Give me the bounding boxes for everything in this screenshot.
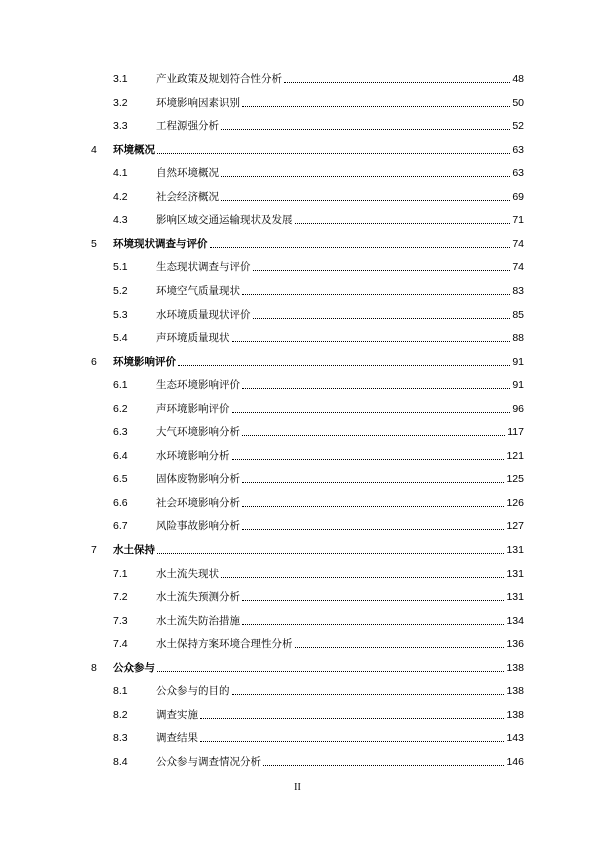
toc-section-entry[interactable] (0, 682, 595, 698)
toc-entry-number: 6 (91, 355, 97, 368)
toc-entry-title: 水环境质量现状评价 (156, 308, 251, 321)
toc-entry-page: 134 (506, 614, 524, 627)
toc-section-entry[interactable] (0, 94, 595, 110)
toc-entry-title: 调查结果 (156, 732, 198, 745)
toc-entry-number: 5.2 (113, 284, 128, 297)
toc-entry-title: 水土保持 (113, 544, 155, 556)
toc-section-entry[interactable] (0, 282, 595, 298)
toc-section-entry[interactable] (0, 329, 595, 345)
toc-entry-page: 127 (506, 520, 524, 533)
toc-chapter-entry[interactable] (0, 659, 595, 675)
toc-entry-title: 声环境影响评价 (156, 402, 230, 415)
toc-entry-line (156, 449, 524, 463)
toc-section-entry[interactable] (0, 258, 595, 274)
toc-entry-line (156, 755, 524, 769)
toc-entry-line (156, 331, 524, 345)
toc-dot-leader (253, 270, 511, 271)
toc-entry-line (156, 684, 524, 698)
toc-section-entry[interactable] (0, 376, 595, 392)
toc-dot-leader (242, 482, 504, 483)
toc-entry-page: 91 (512, 355, 524, 368)
toc-entry-page: 74 (512, 237, 524, 250)
toc-dot-leader (210, 247, 511, 248)
toc-entry-line (156, 590, 524, 604)
toc-dot-leader (232, 694, 505, 695)
toc-entry-page: 117 (507, 426, 524, 439)
toc-entry-number: 3.1 (113, 73, 128, 85)
toc-entry-number: 3.3 (113, 120, 128, 133)
toc-dot-leader (157, 153, 510, 154)
toc-entry-title: 自然环境概况 (156, 167, 219, 180)
toc-entry-line (156, 166, 524, 180)
toc-section-entry[interactable] (0, 164, 595, 180)
toc-entry-line (156, 308, 524, 322)
toc-entry-page: 131 (506, 567, 524, 580)
toc-entry-number: 6.4 (113, 449, 128, 462)
toc-entry-title: 公众参与调查情况分析 (156, 755, 261, 768)
toc-section-entry[interactable] (0, 517, 595, 533)
toc-entry-page: 83 (512, 284, 524, 297)
toc-entry-number: 4.2 (113, 190, 128, 203)
toc-entry-line (156, 402, 524, 416)
toc-dot-leader (232, 412, 511, 413)
toc-dot-leader (232, 341, 511, 342)
toc-entry-number: 7.1 (113, 567, 128, 580)
toc-entry-page: 143 (506, 732, 524, 745)
toc-entry-line (156, 567, 524, 581)
toc-dot-leader (221, 176, 510, 177)
toc-entry-number: 4 (91, 143, 97, 156)
toc-dot-leader (263, 765, 504, 766)
toc-entry-number: 8 (91, 661, 97, 674)
toc-entry-number: 8.1 (113, 685, 128, 698)
toc-entry-page: 131 (506, 544, 524, 556)
toc-chapter-entry[interactable] (0, 141, 595, 157)
toc-dot-leader (157, 553, 504, 554)
toc-entry-page: 63 (512, 143, 524, 156)
toc-entry-title: 工程源强分析 (156, 120, 219, 133)
toc-entry-page: 96 (512, 402, 524, 415)
toc-entry-line (113, 237, 524, 251)
toc-entry-line (156, 519, 524, 533)
toc-entry-page: 52 (512, 120, 524, 133)
toc-entry-title: 环境概况 (113, 143, 155, 156)
toc-entry-line (156, 472, 524, 486)
toc-dot-leader (157, 671, 504, 672)
toc-entry-title: 生态环境影响评价 (156, 379, 240, 392)
toc-section-entry[interactable] (0, 211, 595, 227)
toc-dot-leader (242, 624, 504, 625)
toc-dot-leader (232, 459, 505, 460)
toc-entry-number: 4.3 (113, 214, 128, 227)
toc-entry-title: 环境现状调查与评价 (113, 237, 208, 250)
toc-section-entry[interactable] (0, 70, 595, 86)
toc-entry-title: 固体废物影响分析 (156, 473, 240, 486)
toc-entry-line (156, 425, 524, 439)
toc-entry-line (156, 731, 524, 745)
toc-entry-page: 138 (506, 661, 524, 674)
toc-entry-title: 环境影响评价 (113, 355, 176, 368)
toc-entry-number: 5.4 (113, 332, 128, 345)
toc-entry-number: 4.1 (113, 167, 128, 180)
toc-entry-number: 5 (91, 237, 97, 250)
toc-section-entry[interactable] (0, 588, 595, 604)
toc-entry-page: 88 (512, 332, 524, 345)
toc-dot-leader (178, 365, 510, 366)
toc-entry-line (156, 72, 524, 86)
toc-entry-line (156, 614, 524, 628)
toc-entry-page: 63 (512, 167, 524, 180)
toc-entry-line (156, 190, 524, 204)
toc-dot-leader (242, 294, 510, 295)
toc-entry-number: 6.5 (113, 473, 128, 486)
toc-entry-page: 50 (512, 96, 524, 109)
toc-entry-number: 7.2 (113, 591, 128, 604)
toc-entry-line (156, 378, 524, 392)
toc-entry-page: 85 (512, 308, 524, 321)
toc-dot-leader (221, 200, 510, 201)
toc-entry-title: 水土流失防治措施 (156, 614, 240, 627)
toc-entry-page: 48 (512, 73, 524, 85)
toc-entry-number: 8.2 (113, 708, 128, 721)
toc-entry-title: 影响区域交通运输现状及发展 (156, 214, 293, 227)
toc-dot-leader (221, 129, 510, 130)
toc-dot-leader (242, 506, 504, 507)
toc-entry-title: 社会环境影响分析 (156, 496, 240, 509)
toc-entry-title: 生态现状调查与评价 (156, 261, 251, 274)
toc-entry-title: 大气环境影响分析 (156, 426, 240, 439)
toc-entry-number: 6.2 (113, 402, 128, 415)
toc-entry-page: 71 (512, 214, 524, 227)
toc-entry-line (156, 637, 524, 651)
toc-dot-leader (242, 106, 510, 107)
toc-section-entry[interactable] (0, 565, 595, 581)
toc-entry-number: 7.4 (113, 638, 128, 651)
toc-entry-line (156, 260, 524, 274)
page-number: II (294, 782, 301, 793)
toc-entry-line (113, 355, 524, 369)
toc-entry-page: 138 (506, 685, 524, 698)
toc-entry-title: 风险事故影响分析 (156, 520, 240, 533)
toc-section-entry[interactable] (0, 753, 595, 769)
toc-entry-line (113, 143, 524, 157)
toc-entry-title: 公众参与 (113, 661, 155, 674)
toc-section-entry[interactable] (0, 117, 595, 133)
toc-entry-title: 水土保持方案环境合理性分析 (156, 638, 293, 651)
toc-entry-page: 69 (512, 190, 524, 203)
toc-entry-title: 公众参与的目的 (156, 685, 230, 698)
toc-section-entry[interactable] (0, 400, 595, 416)
toc-section-entry[interactable] (0, 188, 595, 204)
toc-entry-line (113, 543, 524, 557)
toc-entry-number: 7.3 (113, 614, 128, 627)
toc-section-entry[interactable] (0, 494, 595, 510)
toc-entry-page: 74 (512, 261, 524, 274)
toc-dot-leader (242, 388, 510, 389)
toc-entry-title: 水土流失预测分析 (156, 591, 240, 604)
toc-entry-number: 3.2 (113, 96, 128, 109)
toc-chapter-entry[interactable] (0, 541, 595, 557)
toc-section-entry[interactable] (0, 635, 595, 651)
toc-entry-page: 126 (506, 496, 524, 509)
toc-section-entry[interactable] (0, 612, 595, 628)
toc-entry-page: 125 (506, 473, 524, 486)
toc-entry-title: 社会经济概况 (156, 190, 219, 203)
toc-chapter-entry[interactable] (0, 353, 595, 369)
toc-entry-line (156, 213, 524, 227)
toc-entry-number: 6.6 (113, 496, 128, 509)
toc-section-entry[interactable] (0, 306, 595, 322)
toc-entry-title: 产业政策及规划符合性分析 (156, 73, 282, 85)
toc-entry-page: 121 (506, 449, 524, 462)
toc-section-entry[interactable] (0, 729, 595, 745)
toc-entry-line (156, 284, 524, 298)
toc-section-entry[interactable] (0, 470, 595, 486)
toc-chapter-entry[interactable] (0, 235, 595, 251)
toc-dot-leader (242, 600, 504, 601)
toc-dot-leader (221, 577, 504, 578)
toc-entry-page: 146 (506, 755, 524, 768)
toc-entry-title: 水环境影响分析 (156, 449, 230, 462)
toc-entry-number: 5.3 (113, 308, 128, 321)
toc-entry-line (113, 661, 524, 675)
toc-entry-title: 调查实施 (156, 708, 198, 721)
toc-entry-page: 136 (506, 638, 524, 651)
toc-entry-line (156, 708, 524, 722)
toc-dot-leader (295, 647, 505, 648)
toc-entry-number: 6.3 (113, 426, 128, 439)
toc-entry-line (156, 96, 524, 110)
toc-entry-number: 6.1 (113, 379, 128, 392)
toc-entry-line (156, 496, 524, 510)
toc-dot-leader (284, 82, 510, 83)
toc-entry-number: 8.3 (113, 732, 128, 745)
toc-dot-leader (200, 718, 504, 719)
toc-entry-page: 138 (506, 708, 524, 721)
toc-entry-number: 7 (91, 544, 97, 556)
toc-dot-leader (242, 529, 504, 530)
toc-dot-leader (200, 741, 504, 742)
toc-entry-title: 环境影响因素识别 (156, 96, 240, 109)
toc-entry-title: 水土流失现状 (156, 567, 219, 580)
toc-entry-line (156, 119, 524, 133)
toc-entry-number: 8.4 (113, 755, 128, 768)
toc-dot-leader (253, 318, 511, 319)
toc-entry-title: 声环境质量现状 (156, 332, 230, 345)
toc-entry-page: 131 (506, 591, 524, 604)
toc-section-entry[interactable] (0, 706, 595, 722)
toc-dot-leader (295, 223, 511, 224)
toc-section-entry[interactable] (0, 423, 595, 439)
toc-entry-number: 5.1 (113, 261, 128, 274)
toc-dot-leader (242, 435, 505, 436)
toc-entry-number: 6.7 (113, 520, 128, 533)
toc-entry-page: 91 (512, 379, 524, 392)
toc-entry-title: 环境空气质量现状 (156, 284, 240, 297)
toc-section-entry[interactable] (0, 447, 595, 463)
